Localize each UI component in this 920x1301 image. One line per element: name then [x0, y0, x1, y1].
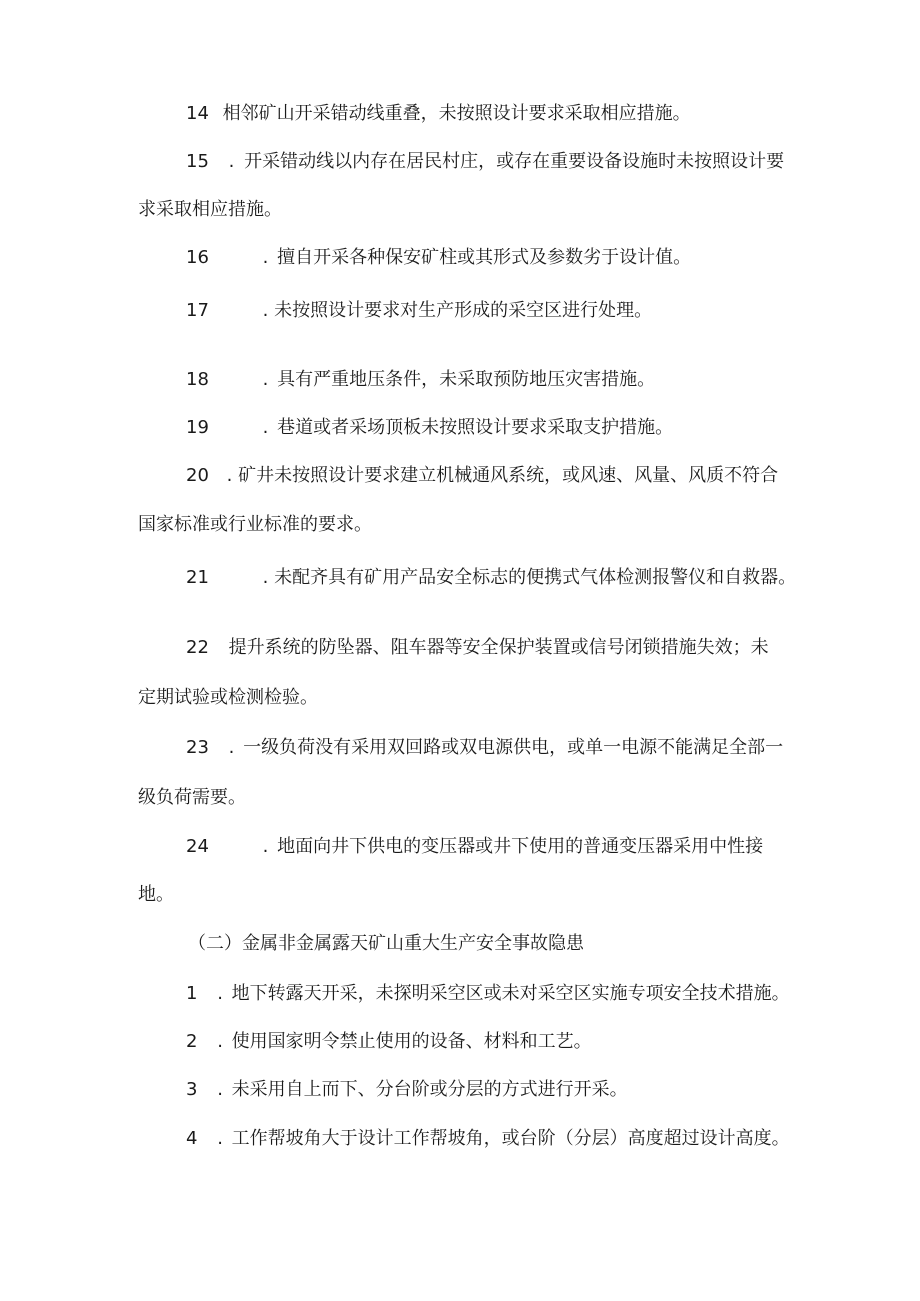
item-number: 18: [186, 369, 209, 390]
list-item-19: [186, 416, 673, 440]
section-item-1: [186, 982, 790, 1006]
item-separator: .: [262, 417, 269, 438]
item-text-continuation: 地。: [138, 884, 174, 905]
item-text: 矿井未按照设计要求建立机械通风系统，或风速、风量、风质不符合: [238, 465, 779, 486]
list-item-18: [186, 368, 655, 392]
section-heading-text: （二）金属非金属露天矿山重大生产安全事故隐患: [188, 933, 584, 954]
section-item-3: [186, 1078, 628, 1102]
item-text: 擅自开采各种保安矿柱或其形式及参数劣于设计值。: [277, 247, 692, 268]
item-separator: .: [262, 369, 269, 390]
item-text: 提升系统的防坠器、阻车器等安全保护装置或信号闭锁措施失效；未: [228, 637, 769, 658]
item-number: 14: [186, 103, 209, 124]
item-text-continuation: 求采取相应措施。: [138, 199, 282, 220]
item-text: 未按照设计要求对生产形成的采空区进行处理。: [274, 300, 653, 321]
list-item-22-continuation: [138, 686, 318, 710]
item-text: 未配齐具有矿用产品安全标志的便携式气体检测报警仪和自救器。: [274, 567, 797, 588]
item-separator: .: [217, 983, 223, 1004]
item-text: 地下转露天开采，未探明采空区或未对采空区实施专项安全技术措施。: [231, 983, 790, 1004]
item-number: 22: [186, 637, 209, 658]
item-text: 具有严重地压条件，未采取预防地压灾害措施。: [277, 369, 656, 390]
section-heading: [188, 932, 584, 956]
item-separator: .: [226, 465, 233, 486]
item-separator: .: [262, 247, 269, 268]
list-item-22: [186, 636, 769, 660]
item-text: 巷道或者采场顶板未按照设计要求采取支护措施。: [277, 417, 674, 438]
list-item-24-continuation: [138, 883, 174, 907]
item-text: 工作帮坡角大于设计工作帮坡角，或台阶（分层）高度超过设计高度。: [231, 1128, 790, 1149]
item-separator: .: [228, 151, 235, 172]
item-number: 15: [186, 151, 209, 172]
item-separator: .: [228, 737, 235, 758]
item-number: 2: [186, 1031, 198, 1052]
item-text-continuation: 定期试验或检测检验。: [138, 687, 318, 708]
list-item-16: [186, 246, 691, 270]
section-item-4: [186, 1127, 790, 1151]
list-item-24: [186, 835, 763, 859]
item-text: 相邻矿山开采错动线重叠，未按照设计要求采取相应措施。: [222, 103, 691, 124]
item-text: 使用国家明令禁止使用的设备、材料和工艺。: [231, 1031, 592, 1052]
item-text: 未采用自上而下、分台阶或分层的方式进行开采。: [231, 1079, 628, 1100]
item-text-continuation: 国家标准或行业标准的要求。: [138, 514, 372, 535]
item-number: 4: [186, 1128, 198, 1149]
item-number: 19: [186, 417, 209, 438]
list-item-23-continuation: [138, 786, 246, 810]
item-number: 21: [186, 567, 209, 588]
list-item-20: [186, 464, 778, 488]
item-separator: .: [262, 300, 269, 321]
item-number: 17: [186, 300, 209, 321]
item-number: 24: [186, 836, 209, 857]
list-item-14: [186, 102, 691, 126]
item-number: 1: [186, 983, 198, 1004]
list-item-15-continuation: [138, 198, 282, 222]
list-item-20-continuation: [138, 513, 372, 537]
item-separator: .: [217, 1031, 223, 1052]
item-number: 16: [186, 247, 209, 268]
item-text: 地面向井下供电的变压器或井下使用的普通变压器采用中性接: [277, 836, 764, 857]
list-item-21: [186, 566, 796, 590]
list-item-17: [186, 299, 652, 323]
item-number: 20: [186, 465, 209, 486]
item-text: 一级负荷没有采用双回路或双电源供电，或单一电源不能满足全部一: [243, 737, 784, 758]
item-separator: .: [217, 1128, 223, 1149]
section-item-2: [186, 1030, 592, 1054]
item-number: 3: [186, 1079, 198, 1100]
item-separator: .: [217, 1079, 223, 1100]
item-separator: .: [262, 567, 269, 588]
item-text-continuation: 级负荷需要。: [138, 787, 246, 808]
item-separator: .: [262, 836, 269, 857]
list-item-23: [186, 736, 783, 760]
list-item-15: [186, 150, 784, 174]
item-number: 23: [186, 737, 209, 758]
item-text: 开采错动线以内存在居民村庄，或存在重要设备设施时未按照设计要: [244, 151, 785, 172]
